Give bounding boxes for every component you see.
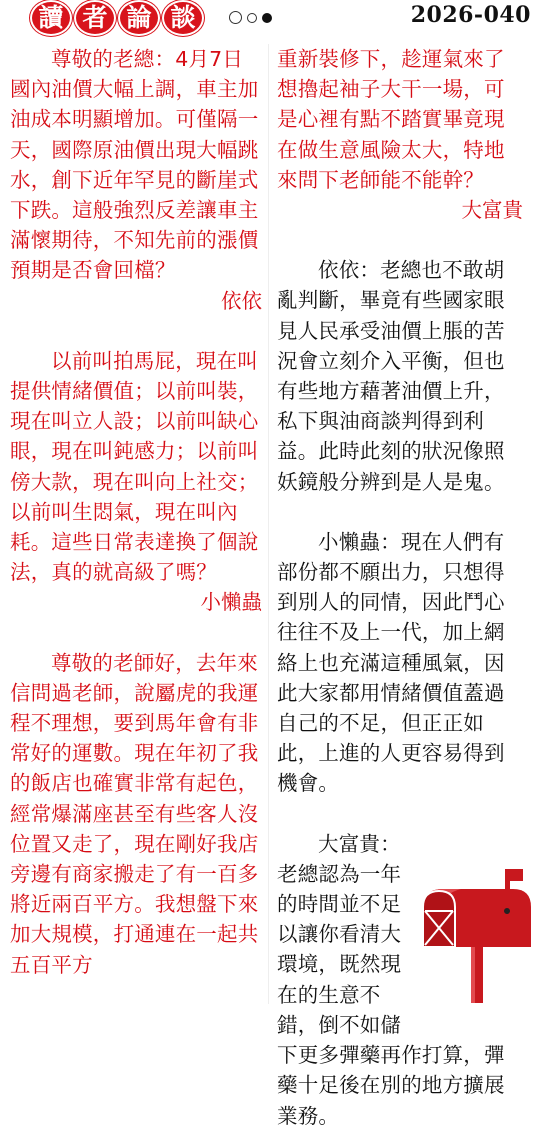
circle-outline-icon — [247, 13, 257, 23]
title-badge: 論 — [120, 2, 158, 34]
circle-filled-icon — [262, 13, 272, 23]
letter-signature: 小懶蟲 — [200, 590, 262, 615]
reader-letter: 以前叫拍馬屁，現在叫提供情緒價值；以前叫裝，現在叫立人設；以前叫缺心眼，現在叫鈍感力；以前叫傍大款，現在叫向上社交；以前叫生悶氣，現在叫內耗。這些日常表達換了個說法，真的就高級了嗎？ — [10, 348, 259, 585]
reader-letter-continued: 重新裝修下，趁運氣來了想擼起袖子大干一場，可是心裡有點不踏實畢竟現在做生意風險太大，特地來問下老師能不能幹？ — [277, 47, 505, 192]
mailbox-icon — [413, 867, 539, 1005]
editor-reply: 大富貴：老總認為一年的時間並不足以讓你看清大環境，既然現在的生意不錯，倒不如儲下更多彈藥再作打算，彈藥十足後在別的地方擴展業務。 — [277, 831, 505, 1128]
column-title-badges — [32, 2, 202, 34]
editor-reply: 依依：老總也不敢胡亂判斷，畢竟有些國家眼見人民承受油價上脹的苦況會立刻介入平衡，但也有些地方藉著油價上升，私下與油商談判得到利益。此時此刻的狀況像照妖鏡般分辨到是人是鬼。 — [277, 258, 505, 494]
decorative-dots — [229, 11, 272, 24]
letter-signature: 依依 — [221, 288, 262, 313]
column-header — [0, 0, 545, 38]
issue-number: 2026-040 — [410, 2, 531, 28]
circle-outline-icon — [229, 11, 242, 24]
left-column — [10, 44, 262, 980]
title-badge: 讀 — [32, 2, 70, 34]
title-badge: 談 — [164, 2, 202, 34]
title-badge: 者 — [76, 2, 114, 34]
reader-letter: 尊敬的老師好，去年來信問過老師，說屬虎的我運程不理想，要到馬年會有非常好的運數。現在年初了我的飯店也確實非常有起色，經常爆滿座甚至有些客人沒位置又走了，現在剛好我店旁邊有商家搬走了有一百多將近兩百平方。我想盤下來加大規模，打通連在一起共五百平方 — [10, 650, 259, 977]
reader-letter: 尊敬的老總：4月7日國內油價大幅上調，車主加油成本明顯增加。可僅隔一天，國際原油價出現大幅跳水，創下近年罕見的斷崖式下跌。這般強烈反差讓車主滿懷期待，不知先前的漲價預期是否會回檔？ — [10, 47, 259, 283]
column-divider — [268, 44, 269, 1004]
letter-signature: 大富貴 — [461, 198, 523, 223]
editor-reply: 小懶蟲：現在人們有部份都不願出力，只想得到別人的同情，因此鬥心往往不及上一代，加上網絡上也充滿這種風氣，因此大家都用情緒價值蓋過自己的不足，但正正如此，上進的人更容易得到機會。 — [277, 529, 505, 796]
